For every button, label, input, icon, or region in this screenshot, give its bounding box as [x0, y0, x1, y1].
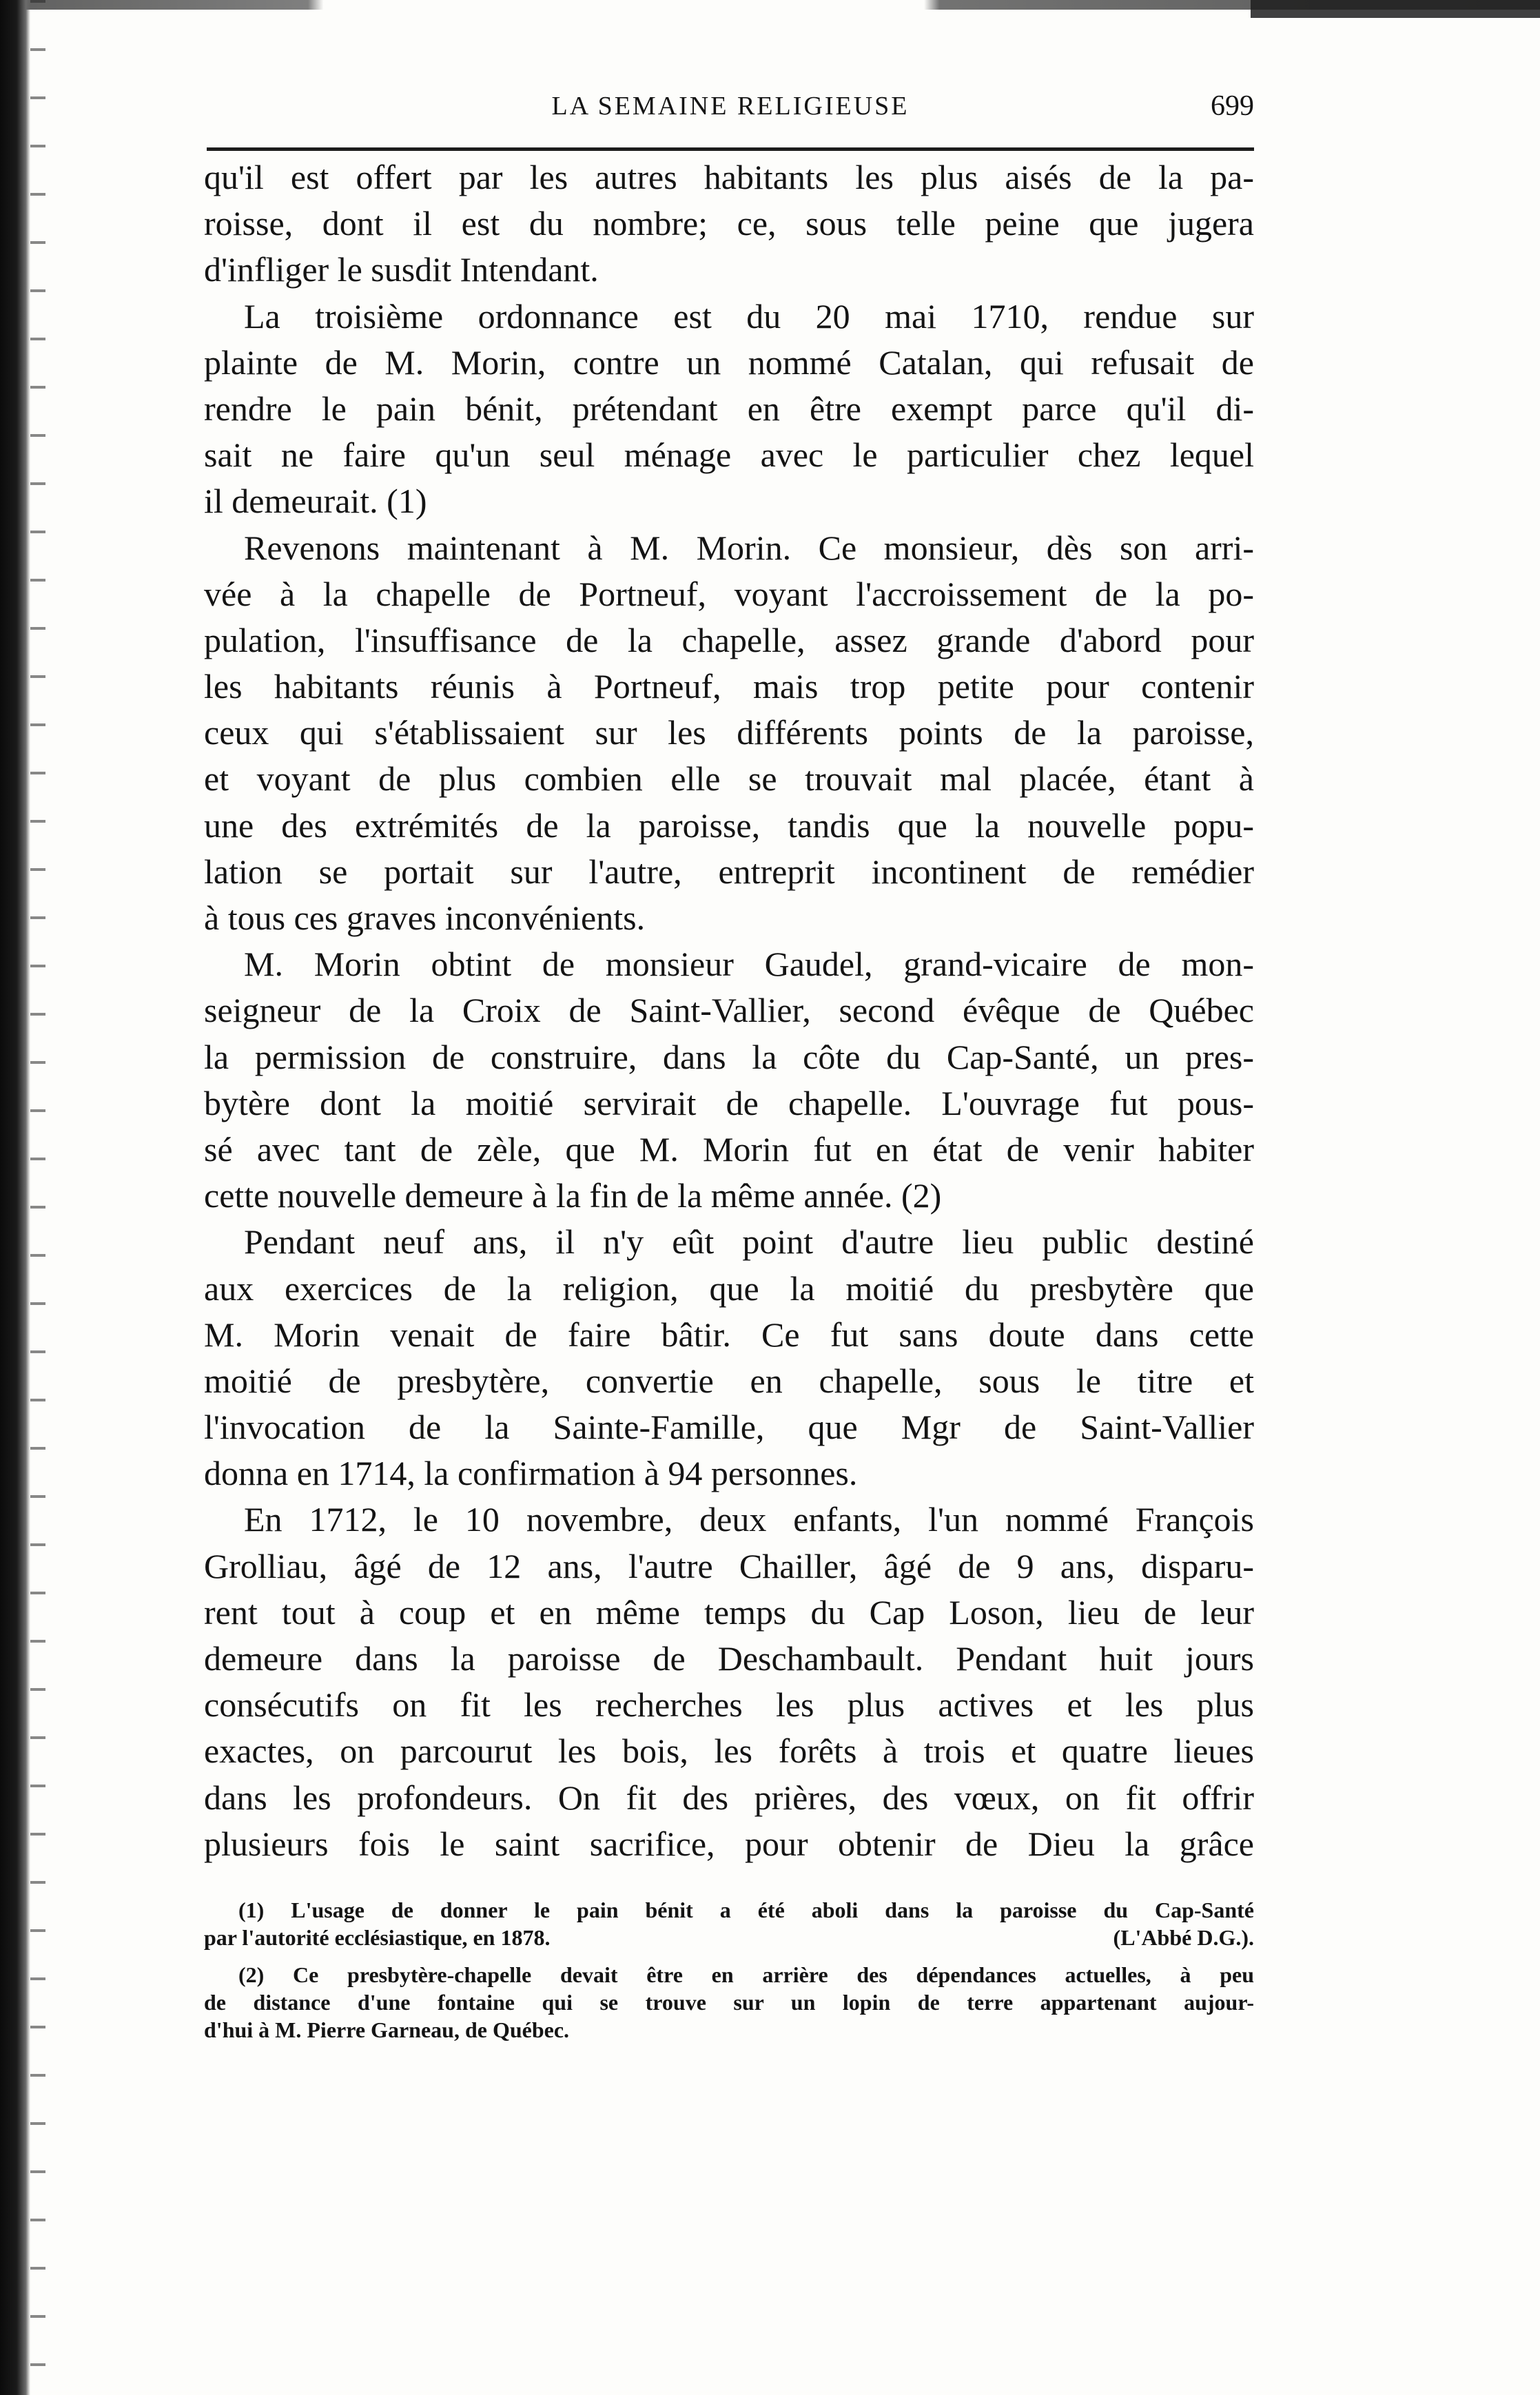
text-line: M. Morin obtint de monsieur Gaudel, grand-vicaire de mon-: [244, 945, 1254, 984]
footnote-1-line: [204, 1924, 1254, 1951]
text-line: bytère dont la moitié servirait de chapelle. L'ouvrage fut pous-: [204, 1083, 1254, 1122]
footnote-1-signature: (L'Abbé D.G.).: [1113, 1925, 1254, 1950]
text-line: donna en 1714, la confirmation à 94 personnes.: [204, 1454, 858, 1493]
text-line: M. Morin venait de faire bâtir. Ce fut sans doute dans cette: [204, 1315, 1254, 1354]
text-line: lation se portait sur l'autre, entreprit incontinent de remédier: [204, 852, 1254, 891]
text-line: la permission de construire, dans la côte du Cap-Santé, un pres-: [204, 1037, 1254, 1076]
text-line: consécutifs on fit les recherches les plus actives et les plus: [204, 1685, 1254, 1725]
page-header: [207, 81, 1254, 130]
footnote-2-line: d'hui à M. Pierre Garneau, de Québec.: [204, 2017, 570, 2042]
text-line: aux exercices de la religion, que la moitié du presbytère que: [204, 1268, 1254, 1308]
text-line: seigneur de la Croix de Saint-Vallier, second évêque de Québec: [204, 991, 1254, 1030]
text-line: Pendant neuf ans, il n'y eût point d'autre lieu public destiné: [244, 1222, 1254, 1262]
text-line: pulation, l'insuffisance de la chapelle, assez grande d'abord pour: [204, 620, 1254, 659]
text-line: En 1712, le 10 novembre, deux enfants, l'un nommé François: [244, 1500, 1254, 1539]
footnote-2-line: (2) Ce presbytère-chapelle devait être en arrière des dépendances actuelles, à peu: [238, 1962, 1254, 1987]
text-line: sé avec tant de zèle, que M. Morin fut en état de venir habiter: [204, 1129, 1254, 1169]
text-line: l'invocation de la Sainte-Famille, que Mgr de Saint-Vallier: [204, 1408, 1254, 1447]
text-line: rent tout à coup et en même temps du Cap Loson, lieu de leur: [204, 1592, 1254, 1632]
text-line: et voyant de plus combien elle se trouvait mal placée, étant à: [204, 759, 1254, 799]
text-line: les habitants réunis à Portneuf, mais trop petite pour contenir: [204, 667, 1254, 706]
text-line: rendre le pain bénit, prétendant en être exempt parce qu'il di-: [204, 389, 1254, 428]
body-text: [204, 154, 1254, 1867]
text-line: il demeurait. (1): [204, 482, 427, 521]
page-top-edge-shadow: [1251, 0, 1540, 18]
footnote-1-text: par l'autorité ecclésiastique, en 1878.: [204, 1925, 551, 1950]
text-line: qu'il est offert par les autres habitants les plus aisés de la pa-: [204, 158, 1254, 196]
text-line: d'infliger le susdit Intendant.: [204, 250, 599, 289]
header-rule: [207, 147, 1254, 151]
footnote-1-line: (1) L'usage de donner le pain bénit a été aboli dans la paroisse du Cap-Santé: [238, 1898, 1254, 1922]
footnotes: [204, 1896, 1254, 2044]
text-line: exactes, on parcourut les bois, les forêts à trois et quatre lieues: [204, 1731, 1254, 1771]
running-title: LA SEMAINE RELIGIEUSE: [551, 92, 910, 121]
footnote-gap: [204, 1951, 1254, 1961]
text-line: ceux qui s'établissaient sur les différents points de la paroisse,: [204, 713, 1254, 752]
text-line: à tous ces graves inconvénients.: [204, 898, 646, 937]
book-spine-marks: [30, 0, 45, 2395]
text-line: Revenons maintenant à M. Morin. Ce monsieur, dès son arri-: [244, 528, 1254, 567]
page-number: 699: [1211, 90, 1254, 122]
text-line: cette nouvelle demeure à la fin de la même année. (2): [204, 1176, 942, 1215]
text-line: La troisième ordonnance est du 20 mai 1710, rendue sur: [244, 296, 1254, 336]
footnote-2-line: de distance d'une fontaine qui se trouve sur un lopin de terre appartenant aujour-: [204, 1990, 1254, 2015]
text-line: moitié de presbytère, convertie en chapelle, sous le titre et: [204, 1361, 1254, 1400]
text-line: Grolliau, âgé de 12 ans, l'autre Chailler, âgé de 9 ans, disparu-: [204, 1546, 1254, 1585]
text-line: vée à la chapelle de Portneuf, voyant l'accroissement de la po-: [204, 574, 1254, 613]
text-line: plusieurs fois le saint sacrifice, pour obtenir de Dieu la grâce: [204, 1824, 1254, 1863]
text-line: une des extrémités de la paroisse, tandis que la nouvelle popu-: [204, 805, 1254, 845]
text-line: roisse, dont il est du nombre; ce, sous telle peine que jugera: [204, 204, 1254, 243]
text-line: sait ne faire qu'un seul ménage avec le particulier chez lequel: [204, 435, 1254, 475]
book-spine-shadow: [0, 0, 30, 2395]
text-line: dans les profondeurs. On fit des prières, des vœux, on fit offrir: [204, 1778, 1254, 1817]
text-line: demeure dans la paroisse de Deschambault. Pendant huit jours: [204, 1639, 1254, 1678]
text-line: plainte de M. Morin, contre un nommé Catalan, qui refusait de: [204, 342, 1254, 382]
